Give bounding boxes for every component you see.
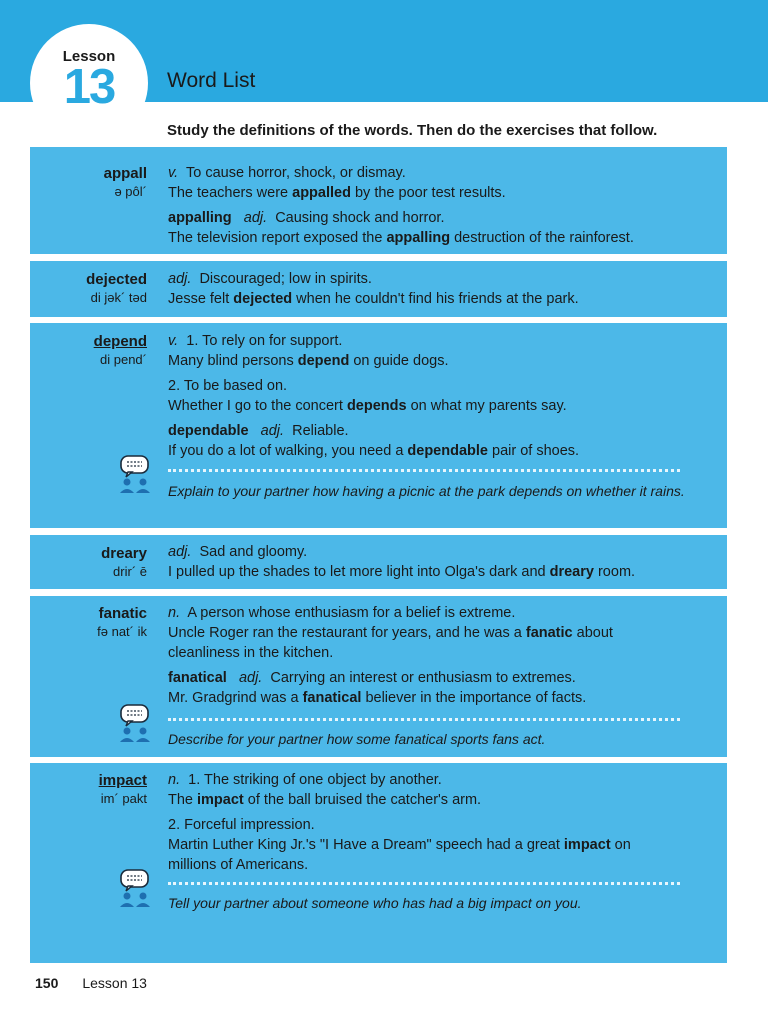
example-sentence: The teachers were appalled by the poor test results. <box>168 185 506 201</box>
example-sentence: The television report exposed the appalling destruction of the rainforest. <box>168 230 634 246</box>
example-sentence: Martin Luther King Jr.'s "I Have a Dream" speech had a great impact on millions of Americans. <box>168 837 631 873</box>
definition: Discouraged; low in spirits. <box>199 271 372 287</box>
definition: To cause horror, shock, or dismay. <box>186 165 406 181</box>
speech-bubble-partners-icon <box>118 704 152 742</box>
derived-word: appalling <box>168 210 232 226</box>
lesson-badge <box>30 24 148 142</box>
example-sentence: Uncle Roger ran the restaurant for years, and he was a fanatic about cleanliness in the kitchen. <box>168 625 613 661</box>
footer-label: Lesson 13 <box>82 975 147 991</box>
headword-block <box>86 270 147 306</box>
pronunciation: ə pôl´ <box>114 184 147 199</box>
part-of-speech: adj. <box>168 544 192 560</box>
entry-dejected <box>30 261 727 317</box>
definition: A person whose enthusiasm for a belief is extreme. <box>187 605 516 621</box>
headword-block <box>101 544 147 580</box>
definition: Carrying an interest or enthusiasm to extremes. <box>270 670 576 686</box>
example-sentence: The impact of the ball bruised the catcher's arm. <box>168 792 482 808</box>
divider <box>168 718 680 721</box>
example-sentence: Whether I go to the concert depends on what my parents say. <box>168 398 567 414</box>
example-sentence: If you do a lot of walking, you need a dependable pair of shoes. <box>168 443 580 459</box>
definition-body <box>168 163 718 248</box>
headword: depend <box>93 333 147 350</box>
part-of-speech: adj. <box>238 670 263 686</box>
headword-block <box>94 332 147 368</box>
definition: To rely on for support. <box>202 333 343 349</box>
definition-body <box>168 269 718 309</box>
definition: Forceful impression. <box>184 817 315 833</box>
speech-bubble-partners-icon <box>118 869 152 907</box>
instructions: Study the definitions of the words. Then do the exercises that follow. <box>167 122 658 139</box>
headword-block <box>99 771 147 807</box>
partner-prompt: Explain to your partner how having a picnic at the park depends on whether it rains. <box>168 483 685 499</box>
example-sentence: Many blind persons depend on guide dogs. <box>168 353 449 369</box>
page-number: 150 <box>35 975 59 991</box>
headword-block <box>97 604 147 640</box>
part-of-speech: adj. <box>168 271 192 287</box>
headword-block <box>104 164 147 200</box>
speech-bubble-partners-icon <box>118 455 152 493</box>
definition-body: n. 1. The striking of one object by another. The impact of the ball bruised the catcher's arm. 2. Forceful impression. Martin Luther King Jr.'s "I Have a Dream" speech had a great impact on millions of Americans. <box>168 770 718 875</box>
headword: impact <box>98 772 147 789</box>
page-footer <box>35 975 147 991</box>
divider <box>168 882 680 885</box>
part-of-speech: adj. <box>243 210 268 226</box>
partner-prompt: Describe for your partner how some fanatical sports fans act. <box>168 731 546 747</box>
definition-body <box>168 603 718 708</box>
part-of-speech: n. <box>168 772 181 788</box>
divider <box>168 469 680 472</box>
definition: To be based on. <box>183 378 288 394</box>
definition: The striking of one object by another. <box>204 772 442 788</box>
derived-word: fanatical <box>168 670 227 686</box>
partner-prompt: Tell your partner about someone who has had a big impact on you. <box>168 895 582 911</box>
definition-body: v. 1. To rely on for support. Many blind persons depend on guide dogs. 2. To be based on. Whether I go to the concert depends on what my parents say. dependable adj. Reliable. If you do a lot of walking, you need a dependable pair of shoes. <box>168 331 718 461</box>
entry-appall <box>30 147 727 254</box>
headword: dreary <box>101 545 147 562</box>
entry-fanatic <box>30 596 727 757</box>
part-of-speech: adj. <box>260 423 285 439</box>
part-of-speech: v. <box>168 165 179 181</box>
definition: Causing shock and horror. <box>275 210 445 226</box>
pronunciation: di pend´ <box>100 352 147 367</box>
definition-body <box>168 542 718 582</box>
entry-impact <box>30 763 727 963</box>
page-title: Word List <box>167 69 256 92</box>
part-of-speech: v. <box>168 333 179 349</box>
entry-dreary <box>30 535 727 589</box>
pronunciation: drir´ ē <box>113 564 147 579</box>
lesson-label: Lesson <box>62 48 116 65</box>
example-sentence: I pulled up the shades to let more light into Olga's dark and dreary room. <box>168 564 636 580</box>
pronunciation: fə nat´ ik <box>97 624 147 639</box>
pronunciation: im´ pakt <box>100 791 147 806</box>
derived-word: dependable <box>168 423 249 439</box>
example-sentence: Jesse felt dejected when he couldn't find his friends at the park. <box>168 291 579 307</box>
lesson-number: 13 <box>63 60 115 114</box>
headword: fanatic <box>98 605 147 622</box>
definition: Sad and gloomy. <box>199 544 308 560</box>
headword: appall <box>103 165 147 182</box>
example-sentence: Mr. Gradgrind was a fanatical believer in the importance of facts. <box>168 690 587 706</box>
part-of-speech: n. <box>168 605 181 621</box>
entry-depend <box>30 323 727 528</box>
pronunciation: di jək´ təd <box>90 290 147 305</box>
headword: dejected <box>86 271 147 288</box>
definition: Reliable. <box>292 423 349 439</box>
